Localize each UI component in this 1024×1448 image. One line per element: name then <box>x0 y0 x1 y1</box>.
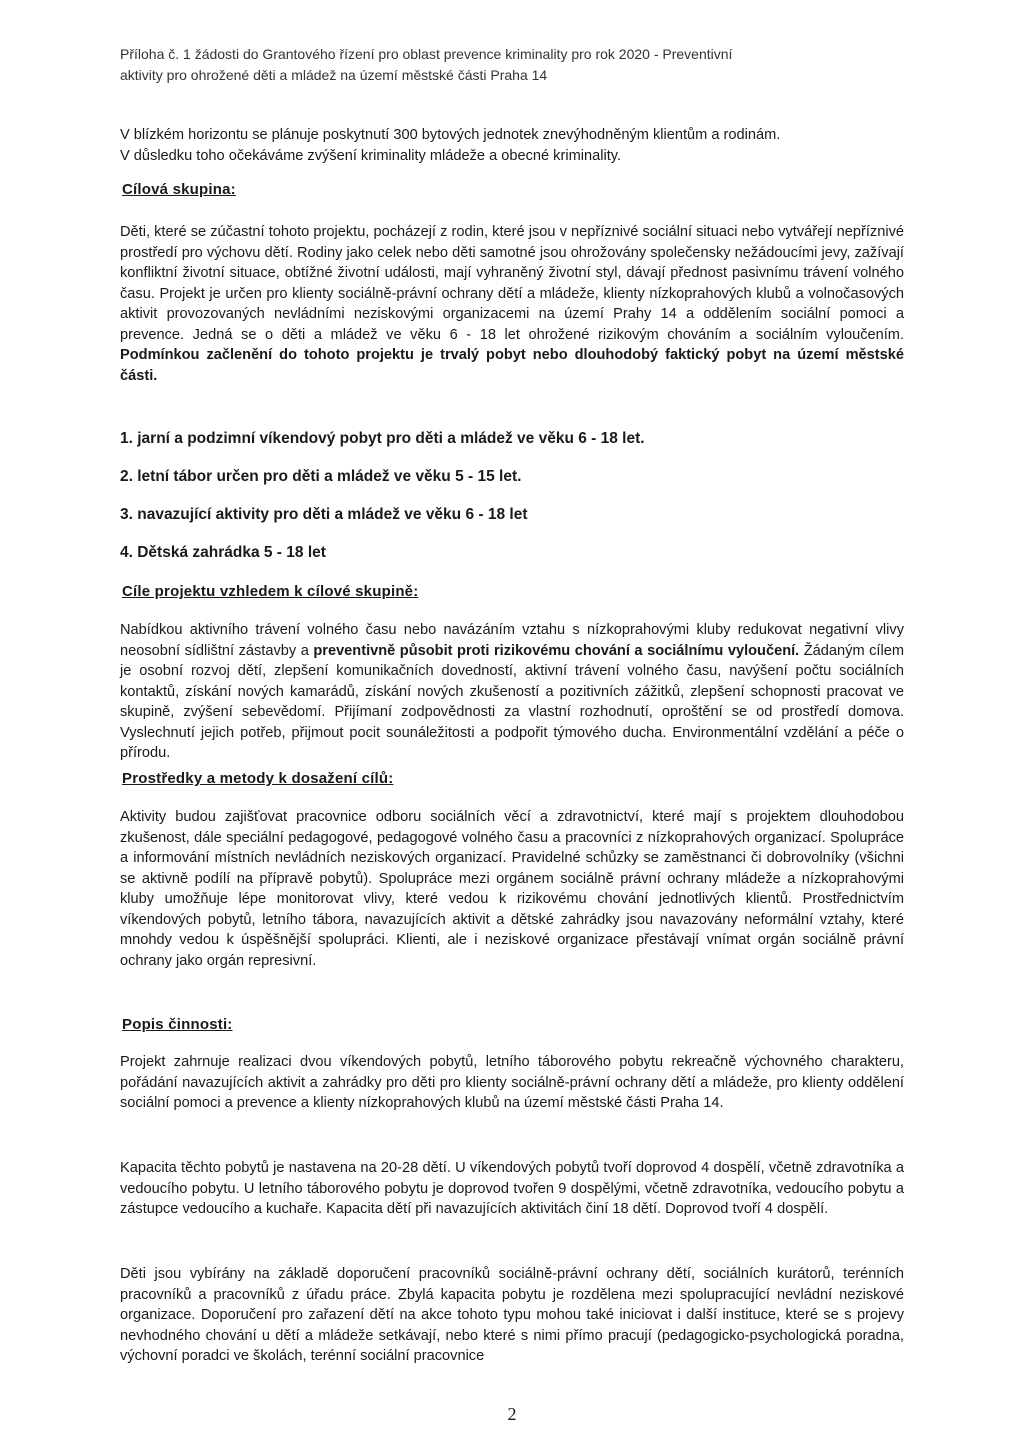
goals-text-a: Nabídkou aktivního trávení volného času nebo navázáním vztahu s nízkoprahovými kluby redukovat negativní vlivy neosobní sídlištní zástavby a <box>120 622 904 659</box>
document-header <box>120 44 904 86</box>
goals-text-bold: preventivně působit proti rizikovému chování a sociálnímu vyloučení. <box>313 642 800 659</box>
target-group-paragraph <box>120 222 904 386</box>
intro-line-1: V blízkém horizontu se plánuje poskytnutí 300 bytových jednotek znevýhodněným klientům a rodinám. <box>120 127 781 143</box>
activity-item-3: 3. navazující aktivity pro děti a mládež ve věku 6 - 18 let <box>120 506 528 523</box>
intro-line-2: V důsledku toho očekáváme zvýšení kriminality mládeže a obecné kriminality. <box>120 147 622 164</box>
activity-description-paragraph-1: Projekt zahrnuje realizaci dvou víkendových pobytů, letního táborového pobytu rekreačně výchovného charakteru, pořádání navazujících aktivit a zahrádky pro děti pro klienty sociálně-právní ochrany dětí a mládeže, pro klienty oddělení sociální pomoci a prevence a klienty nízkoprahových klubů na území městské části Praha 14. <box>120 1054 904 1111</box>
header-line-2: aktivity pro ohrožené děti a mládež na území městské části Praha 14 <box>120 67 548 83</box>
activity-description-heading: Popis činnosti: <box>122 1016 233 1033</box>
goals-paragraph <box>120 620 904 764</box>
target-group-condition: Podmínkou začlenění do tohoto projektu je trvalý pobyt nebo dlouhodobý faktický pobyt na území městské části. <box>120 347 904 384</box>
activity-item-4: 4. Dětská zahrádka 5 - 18 let <box>120 544 326 561</box>
header-line-1: Příloha č. 1 žádosti do Grantového řízení pro oblast prevence kriminality pro rok 2020 - Preventivní <box>120 46 733 62</box>
activity-item-2: 2. letní tábor určen pro děti a mládež ve věku 5 - 15 let. <box>120 468 522 485</box>
activity-description-paragraph-2: Kapacita těchto pobytů je nastavena na 20-28 dětí. U víkendových pobytů tvoří doprovod 4 dospělí, včetně zdravotníka a vedoucího pobytu. U letního táborového pobytu je doprovod tvořen 9 dospělými, včetně zdravotníka, vedoucího pobytu a zástupce vedoucího a kuchaře. Kapacita dětí při navazujících aktivitách činí 18 dětí. Doprovod tvoří 4 dospělí. <box>120 1160 904 1217</box>
target-group-text: Děti, které se zúčastní tohoto projektu, pocházejí z rodin, které jsou v nepříznivé sociální situaci nebo vytvářejí nepříznivé prostředí pro výchovu dětí. Rodiny jako celek nebo děti samotné jsou ohrožovány společensky nežádoucími jevy, zažívají konfliktní životní situace, obtížné životní události, mají vyhraněný životní styl, dávají přednost pasivnímu trávení volného času. Projekt je určen pro klienty sociálně-právní ochrany dětí a mládeže, klienty nízkoprahových klubů a volnočasových aktivit provozovaných nevládními neziskovými organizacemi na území Prahy 14 a oddělením sociální pomoci a prevence. Jedná se o děti a mládež ve věku 6 - 18 let ohrožené rizikovým chováním a sociálním vyloučením. <box>120 224 904 343</box>
intro-paragraph <box>120 125 904 166</box>
methods-paragraph: Aktivity budou zajišťovat pracovnice odboru sociálních věcí a zdravotnictví, které mají s projektem dlouhodobou zkušenost, dále speciální pedagogové, pedagogové volného času a pracovníci z nízkoprahových organizací. Spolupráce a informování místních nevládních neziskových organizací. Pravidelné schůzky se zaměstnanci či dobrovolníky (všichni se aktivně podílí na přípravě pobytů). Spolupráce mezi orgánem sociálně právní ochrany mládeže a nízkoprahovými kluby umožňuje lépe monitorovat vlivy, které vedou k rizikovému chování jednotlivých klientů. Prostřednictvím víkendových pobytů, letního tábora, navazujících aktivit a dětské zahrádky jsou navazovány neformální vztahy, které mnohdy vedou k úspěšnější spolupráci. Klienti, ale i neziskové organizace přestávají vnímat orgán sociálně právní ochrany jako orgán represivní. <box>120 809 904 969</box>
page-number: 2 <box>507 1404 517 1424</box>
activity-item-1: 1. jarní a podzimní víkendový pobyt pro děti a mládež ve věku 6 - 18 let. <box>120 430 645 447</box>
methods-heading: Prostředky a metody k dosažení cílů: <box>122 770 394 787</box>
activity-description-paragraph-3: Děti jsou vybírány na základě doporučení pracovníků sociálně-právní ochrany dětí, sociálních kurátorů, terénních pracovníků a pracovníků z úřadu práce. Zbylá kapacita pobytu je rozdělena mezi spolupracující nevládní neziskové organizace. Doporučení pro zařazení dětí na akce tohoto typu mohou také iniciovat i další instituce, které se s projevy nevhodného chování u dětí a mládeže setkávají, nebo které s nimi přímo pracují (pedagogicko-psychologická poradna, výchovní poradci ve školách, terénní sociální pracovnice <box>120 1266 904 1364</box>
target-group-heading: Cílová skupina: <box>122 181 236 198</box>
goals-heading: Cíle projektu vzhledem k cílové skupině: <box>122 583 419 600</box>
goals-text-b: Žádaným cílem je osobní rozvoj dětí, zlepšení komunikačních dovedností, aktivní trávení volného času, navýšení počtu sociálních kontaktů, získání nových kamarádů, získání nových zkušeností a pozitivních zážitků, zlepšení schopnosti pracovat ve skupině, zvýšení sebevědomí. Přijímaní zodpovědnosti za vlastní rozhodnutí, oproštění se od prostředí domova. Vyslechnutí jejich potřeb, přijmout pocit sounáležitosti a podpořit týmového ducha. Environmentální vzdělání a péče o přírodu. <box>120 642 904 761</box>
